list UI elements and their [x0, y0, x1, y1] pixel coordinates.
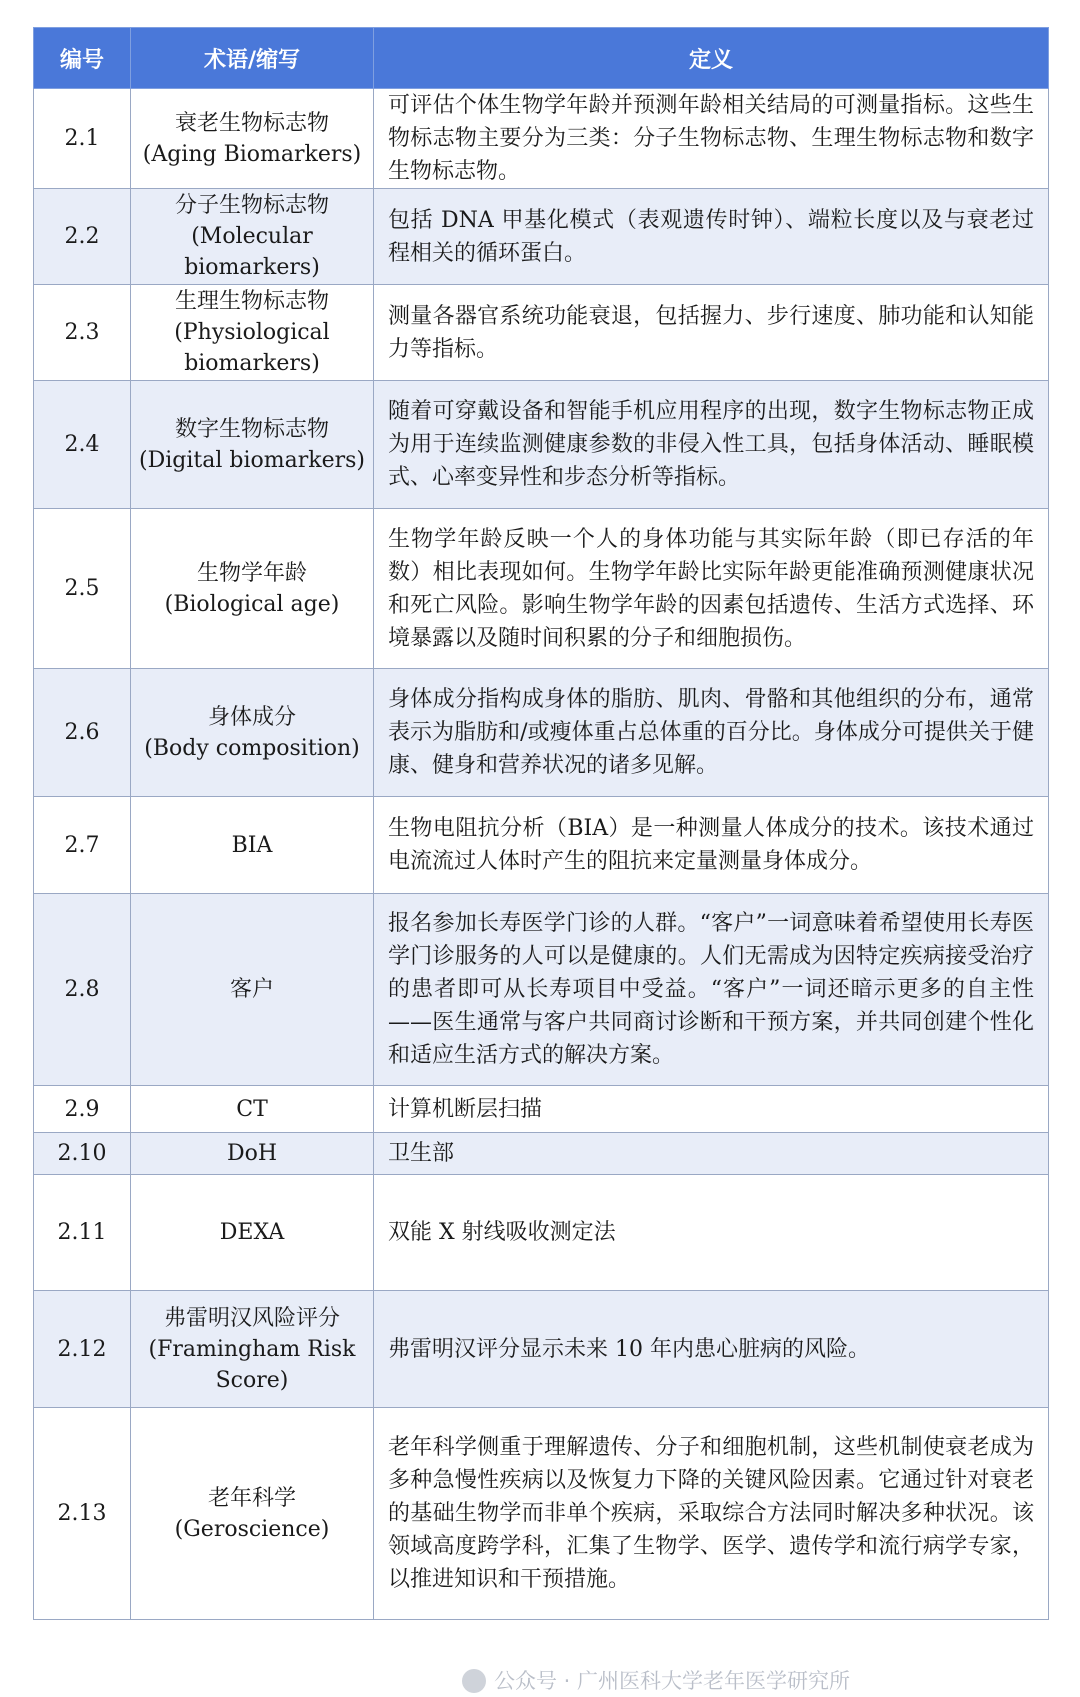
- term-en: (Aging Biomarkers): [142, 141, 362, 167]
- row-number: 2.7: [34, 797, 131, 894]
- term-zh: 生理生物标志物: [174, 289, 329, 314]
- term-zh: BIA: [231, 832, 273, 858]
- table-row: [34, 1291, 1049, 1408]
- term-zh: 生物学年龄: [196, 560, 307, 586]
- row-definition: 生物电阻抗分析（BIA）是一种测量人体成分的技术。该技术通过电流流过人体时产生的阻抗来定量测量身体成分。: [374, 797, 1049, 894]
- term-en: (Biological age): [164, 591, 340, 617]
- row-term: [131, 1291, 374, 1408]
- row-term: [131, 1133, 374, 1175]
- row-term: [131, 285, 374, 381]
- term-zh: 身体成分: [207, 704, 296, 730]
- header-definition: 定义: [374, 28, 1049, 89]
- glossary-table: [33, 27, 1049, 1620]
- table-row: [34, 189, 1049, 285]
- row-definition: 生物学年龄反映一个人的身体功能与其实际年龄（即已存活的年数）相比表现如何。生物学年龄比实际年龄更能准确预测健康状况和死亡风险。影响生物学年龄的因素包括遗传、生活方式选择、环境暴露以及随时间积累的分子和细胞损伤。: [374, 509, 1049, 669]
- term-en: (Body composition): [144, 735, 360, 761]
- row-number: 2.13: [34, 1408, 131, 1620]
- row-definition: 身体成分指构成身体的脂肪、肌肉、骨骼和其他组织的分布，通常表示为脂肪和/或瘦体重占总体重的百分比。身体成分可提供关于健康、健身和营养状况的诸多见解。: [374, 669, 1049, 797]
- row-number: 2.11: [34, 1175, 131, 1291]
- row-definition: 双能 X 射线吸收测定法: [374, 1175, 1049, 1291]
- row-term: [131, 509, 374, 669]
- term-zh: 客户: [229, 977, 274, 1002]
- watermark: [462, 1665, 850, 1695]
- table-row: [34, 1175, 1049, 1291]
- row-number: 2.9: [34, 1086, 131, 1133]
- row-number: 2.6: [34, 669, 131, 797]
- term-zh: 衰老生物标志物: [174, 110, 329, 136]
- table-row: [34, 1133, 1049, 1175]
- table-row: [34, 669, 1049, 797]
- term-zh: DEXA: [219, 1220, 285, 1245]
- header-row: [34, 28, 1049, 89]
- row-definition: 弗雷明汉评分显示未来 10 年内患心脏病的风险。: [374, 1291, 1049, 1408]
- row-definition: 计算机断层扫描: [374, 1086, 1049, 1133]
- table-row: [34, 89, 1049, 189]
- header-number: 编号: [34, 28, 131, 89]
- table-row: [34, 509, 1049, 669]
- table-row: [34, 894, 1049, 1086]
- term-en: (Molecular biomarkers): [184, 224, 320, 280]
- row-definition: 可评估个体生物学年龄并预测年龄相关结局的可测量指标。这些生物标志物主要分为三类：分子生物标志物、生理生物标志物和数字生物标志物。: [374, 89, 1049, 189]
- row-number: 2.2: [34, 189, 131, 285]
- term-en: (Geroscience): [174, 1516, 330, 1542]
- term-en: (Framingham Risk Score): [148, 1336, 356, 1393]
- row-definition: 包括 DNA 甲基化模式（表观遗传时钟）、端粒长度以及与衰老过程相关的循环蛋白。: [374, 189, 1049, 285]
- row-definition: 报名参加长寿医学门诊的人群。“客户”一词意味着希望使用长寿医学门诊服务的人可以是健康的。人们无需成为因特定疾病接受治疗的患者即可从长寿项目中受益。“客户”一词还暗示更多的自主性——医生通常与客户共同商讨诊断和干预方案，并共同创建个性化和适应生活方式的解决方案。: [374, 894, 1049, 1086]
- table-row: [34, 381, 1049, 509]
- row-number: 2.12: [34, 1291, 131, 1408]
- row-definition: 老年科学侧重于理解遗传、分子和细胞机制，这些机制使衰老成为多种急慢性疾病以及恢复力下降的关键风险因素。它通过针对衰老的基础生物学而非单个疾病，采取综合方法同时解决多种状况。该领域高度跨学科，汇集了生物学、医学、遗传学和流行病学专家，以推进知识和干预措施。: [374, 1408, 1049, 1620]
- row-term: [131, 669, 374, 797]
- table-row: [34, 797, 1049, 894]
- term-zh: DoH: [226, 1141, 278, 1166]
- table-row: [34, 285, 1049, 381]
- row-definition: 随着可穿戴设备和智能手机应用程序的出现，数字生物标志物正成为用于连续监测健康参数的非侵入性工具，包括身体活动、睡眠模式、心率变异性和步态分析等指标。: [374, 381, 1049, 509]
- row-term: [131, 1175, 374, 1291]
- row-number: 2.10: [34, 1133, 131, 1175]
- row-definition: 卫生部: [374, 1133, 1049, 1175]
- row-term: [131, 1086, 374, 1133]
- wechat-icon: [462, 1669, 486, 1693]
- row-term: [131, 797, 374, 894]
- header-term: 术语/缩写: [131, 28, 374, 89]
- term-zh: 分子生物标志物: [174, 193, 329, 218]
- row-term: [131, 381, 374, 509]
- term-zh: 数字生物标志物: [174, 416, 329, 442]
- term-zh: 弗雷明汉风险评分: [163, 1305, 340, 1331]
- watermark-text: 公众号 · 广州医科大学老年医学研究所: [494, 1669, 851, 1693]
- term-en: (Digital biomarkers): [139, 447, 365, 473]
- term-en: (Physiological biomarkers): [174, 320, 330, 376]
- row-number: 2.1: [34, 89, 131, 189]
- row-term: [131, 894, 374, 1086]
- row-definition: 测量各器官系统功能衰退，包括握力、步行速度、肺功能和认知能力等指标。: [374, 285, 1049, 381]
- row-number: 2.3: [34, 285, 131, 381]
- term-zh: CT: [236, 1096, 268, 1122]
- row-term: [131, 89, 374, 189]
- table-row: [34, 1086, 1049, 1133]
- row-number: 2.4: [34, 381, 131, 509]
- row-term: [131, 1408, 374, 1620]
- row-number: 2.5: [34, 509, 131, 669]
- row-number: 2.8: [34, 894, 131, 1086]
- table-row: [34, 1408, 1049, 1620]
- row-term: [131, 189, 374, 285]
- term-zh: 老年科学: [207, 1485, 296, 1511]
